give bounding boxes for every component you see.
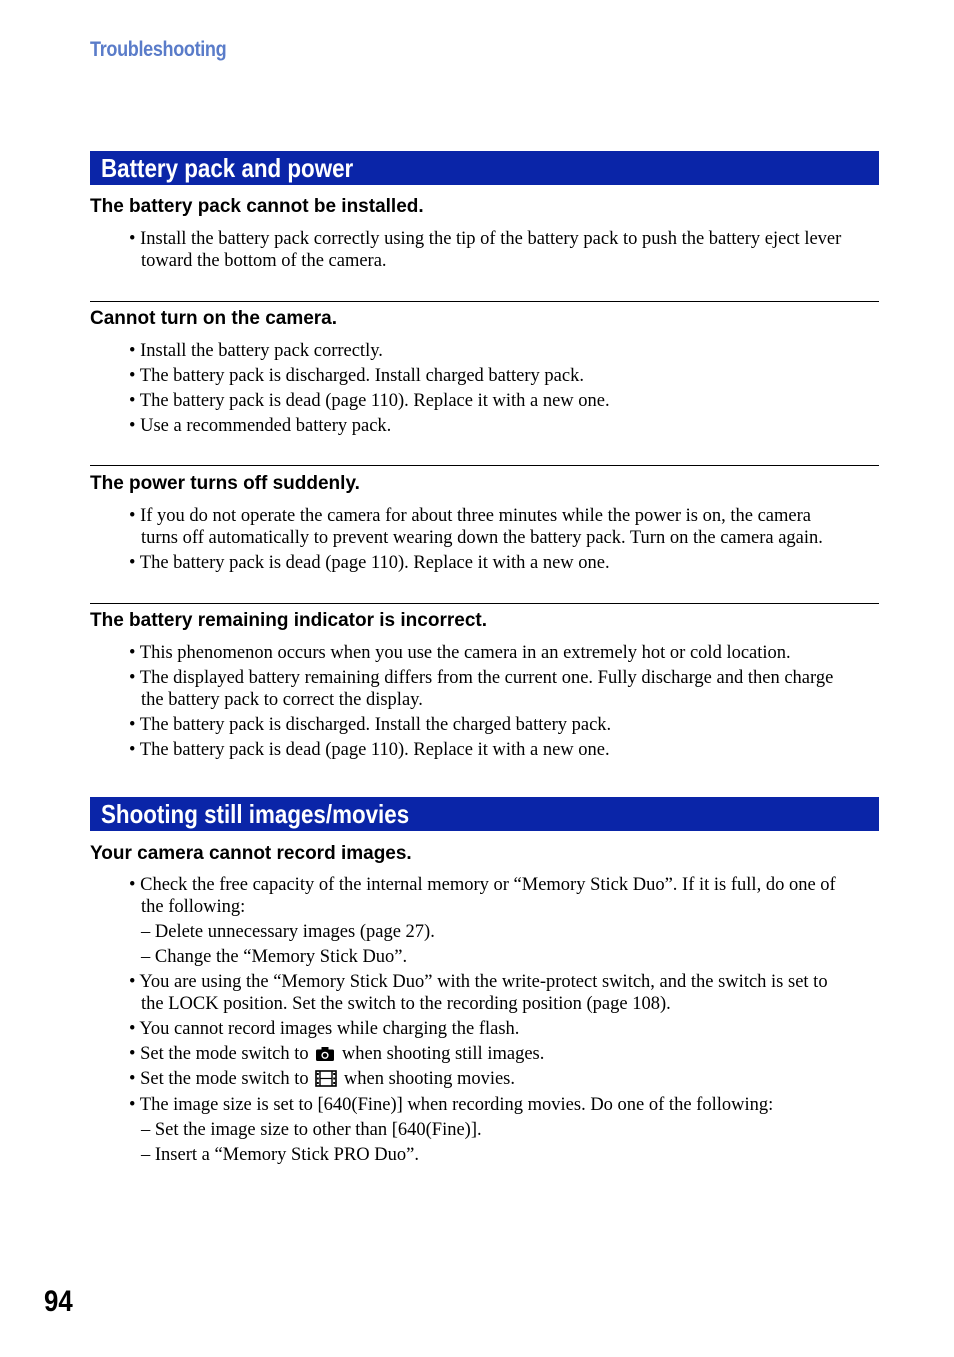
bullet-line: • The image size is set to [640(Fine)] when recording movies. Do one of the following: [129, 1095, 774, 1115]
continuation-line: toward the bottom of the camera. [141, 251, 387, 271]
page-number: 94 [44, 1285, 73, 1318]
sub-item-line: – Insert a “Memory Stick PRO Duo”. [141, 1145, 419, 1165]
section-bar-shooting [90, 797, 879, 831]
divider [90, 603, 879, 604]
sub-item-line: – Set the image size to other than [640(Fine)]. [141, 1120, 482, 1140]
bullet-line-still-mode [129, 1043, 544, 1068]
bullet-line: • Use a recommended battery pack. [129, 416, 392, 436]
bullet-line: • The battery pack is dead (page 110). Replace it with a new one. [129, 740, 610, 760]
bullet-line: • You are using the “Memory Stick Duo” with the write-protect switch, and the switch is set to [129, 972, 828, 992]
section-bar-battery [90, 151, 879, 185]
problem-heading: The battery remaining indicator is incorrect. [90, 610, 487, 631]
bullet-line: • Install the battery pack correctly using the tip of the battery pack to push the battery eject lever [129, 229, 842, 249]
problem-heading: The battery pack cannot be installed. [90, 196, 424, 217]
line-text: • Set the mode switch to [129, 1044, 309, 1064]
bullet-line: • The battery pack is discharged. Install the charged battery pack. [129, 715, 612, 735]
problem-heading: Cannot turn on the camera. [90, 308, 338, 329]
continuation-line: the LOCK position. Set the switch to the recording position (page 108). [141, 994, 671, 1014]
bullet-line: • Check the free capacity of the internal memory or “Memory Stick Duo”. If it is full, do one of [129, 875, 836, 895]
bullet-line: • The battery pack is dead (page 110). Replace it with a new one. [129, 553, 610, 573]
camera-icon [315, 1046, 335, 1068]
continuation-line: the following: [141, 897, 246, 917]
bullet-line: • The displayed battery remaining differs from the current one. Fully discharge and then charge [129, 668, 834, 688]
divider [90, 465, 879, 466]
section-title: Battery pack and power [101, 153, 354, 183]
continuation-line: turns off automatically to prevent wearing down the battery pack. Turn on the camera again. [141, 528, 823, 548]
bullet-line-movie-mode [129, 1068, 515, 1093]
section-title: Shooting still images/movies [101, 799, 410, 829]
bullet-line: • You cannot record images while charging the flash. [129, 1019, 520, 1039]
continuation-line: the battery pack to correct the display. [141, 690, 423, 710]
line-text: • Set the mode switch to [129, 1069, 309, 1089]
problem-heading: Your camera cannot record images. [90, 843, 412, 864]
bullet-line: • This phenomenon occurs when you use the camera in an extremely hot or cold location. [129, 643, 791, 663]
sub-item-line: – Change the “Memory Stick Duo”. [141, 947, 408, 967]
bullet-line: • The battery pack is dead (page 110). Replace it with a new one. [129, 391, 610, 411]
divider [90, 301, 879, 302]
running-header: Troubleshooting [90, 38, 227, 61]
line-text: when shooting movies. [343, 1069, 516, 1089]
bullet-line: • If you do not operate the camera for about three minutes while the power is on, the camera [129, 506, 811, 526]
bullet-line: • The battery pack is discharged. Install charged battery pack. [129, 366, 584, 386]
movie-film-icon [315, 1070, 337, 1093]
line-text: when shooting still images. [341, 1044, 545, 1064]
problem-heading: The power turns off suddenly. [90, 473, 360, 494]
bullet-line: • Install the battery pack correctly. [129, 341, 383, 361]
sub-item-line: – Delete unnecessary images (page 27). [141, 922, 435, 942]
